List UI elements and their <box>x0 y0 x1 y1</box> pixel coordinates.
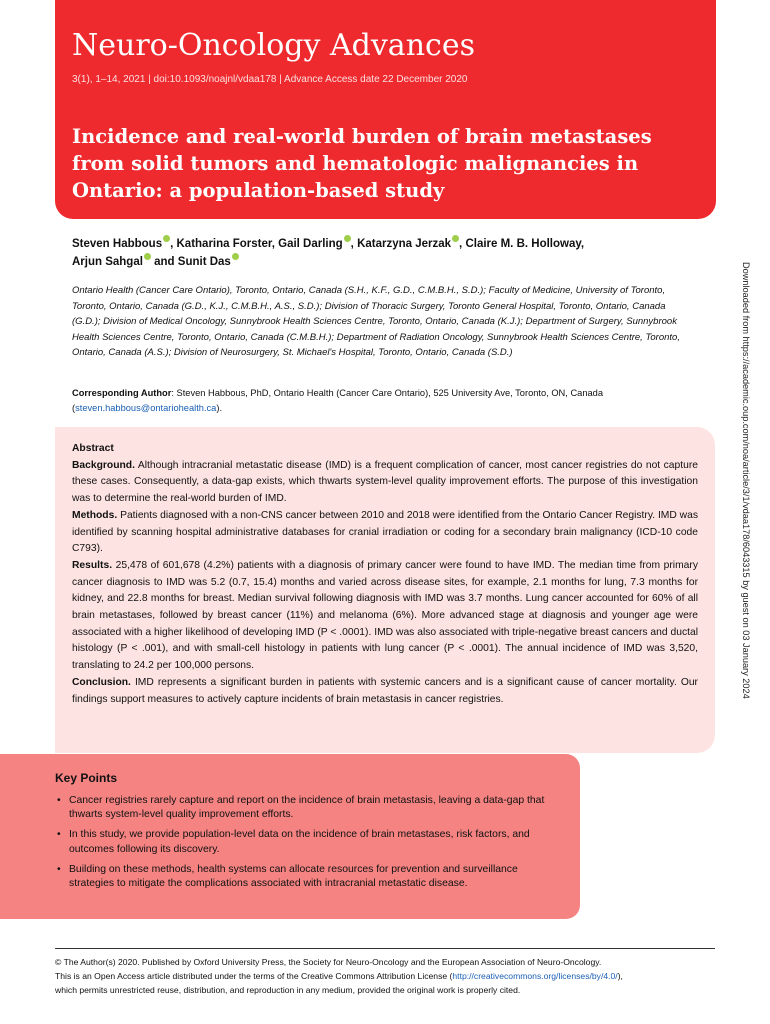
author-name[interactable]: Steven Habbous <box>72 237 163 250</box>
author-name[interactable]: Katharina Forster <box>176 237 272 250</box>
key-points-box <box>0 754 580 919</box>
abstract-box <box>55 427 715 753</box>
abstract-methods: Methods. Patients diagnosed with a non-CNS cancer between 2010 and 2018 were identified from the Ontario Cancer Registry. IMD was identified by scanning hospital administrative databases for cranial irradiation or coding for a secondary brain malignancy (ICD-10 code C793). <box>72 509 698 555</box>
author-name[interactable]: Arjun Sahgal <box>72 255 143 268</box>
orcid-icon[interactable] <box>232 253 239 260</box>
orcid-icon[interactable] <box>344 235 351 242</box>
citation-line: 3(1), 1–14, 2021 | doi:10.1093/noajnl/vdaa178 | Advance Access date 22 December 2020 <box>72 74 468 85</box>
journal-title: Neuro-Oncology Advances <box>72 28 475 63</box>
abstract-heading: Abstract <box>72 443 114 454</box>
abstract-results: Results. 25,478 of 601,678 (4.2%) patients with a diagnosis of primary cancer were found to have IMD. The median time from primary cancer diagnosis to IMD was 5.2 (0.7, 15.4) months and varied across disease sites, for example, 2.1 months for lung, 7.3 months for kidney, and 22.8 months for breast. Median survival following diagnosis with IMD was 3.7 months. Lung cancer accounted for 60% of all brain metastases, followed by breast cancer (11%) and melanoma (6%). More advanced stage at diagnosis and younger age were associated with a higher likelihood of developing IMD (P < .0001). IMD was also associated with triple-negative breast cancers and ductal histology (P < .001), and with small-cell histology in patients with lung cancer (P < .0001). The annual incidence of IMD was 3,520, translating to 24.2 per 100,000 persons. <box>72 559 698 672</box>
license-footer: © The Author(s) 2020. Published by Oxford University Press, the Society for Neuro-Oncology and the European Association of Neuro-Oncology. This is an Open Access article distributed under the terms of the Creative Commons Attribution License (http://creativecommons.org/licenses/by/4.0/), which permits unrestricted reuse, distribution, and reproduction in any medium, provided the original work is properly cited. <box>55 957 623 995</box>
author-list: Steven Habbous , Katharina Forster, Gail Darling , Katarzyna Jerzak , Claire M. B. Holloway, Arjun Sahgal and Sunit Das <box>72 235 672 271</box>
download-note-text: Downloaded from https://academic.oup.com/noa/article/3/1/vdaa178/6043315 by guest on 03 January 2024 <box>741 262 751 699</box>
abstract-background: Background. Although intracranial metastatic disease (IMD) is a frequent complication of cancer, most cancer registries do not capture these cases. Consequently, a data-gap exists, which thwarts system-level quality improvement efforts. The purpose of this investigation was to determine the real-world burden of IMD. <box>72 459 699 505</box>
page-number: 1 <box>728 34 736 49</box>
orcid-icon[interactable] <box>452 235 459 242</box>
author-name[interactable]: Gail Darling <box>278 237 343 250</box>
author-name[interactable]: Katarzyna Jerzak <box>357 237 452 250</box>
corresponding-text: : Steven Habbous, PhD, Ontario Health (Cancer Care Ontario), 525 University Ave, Toronto, ON, Canada <box>171 388 604 398</box>
footer-divider <box>55 948 715 949</box>
orcid-icon[interactable] <box>163 235 170 242</box>
affiliations: Ontario Health (Cancer Care Ontario), Toronto, Ontario, Canada (S.H., K.F., G.D., C.M.B.H., S.D.); Faculty of Medicine, University of Toronto, Toronto, Ontario, Canada (G.D., K.J., C.M.B.H., A.S., S.D.); Division of Thoracic Surgery, Toronto General Hospital, Toronto, Ontario, Canada (G.D.); Division of Medical Oncology, Sunnybrook Health Sciences Centre, Toronto, Ontario, Canada (K.J.); Department of Surgery, Sunnybrook Health Sciences Centre, Toronto, Ontario, Canada (C.M.B.H.); Department of Radiation Oncology, Sunnybrook Health Sciences Centre, Toronto, Ontario, Canada (A.S.); Division of Neurosurgery, St. Michael's Hospital, Toronto, Ontario, Canada (S.D.) <box>72 285 680 359</box>
corresponding-author: Corresponding Author: Steven Habbous, PhD, Ontario Health (Cancer Care Ontario), 525 University Ave, Toronto, ON, Canada (steven.habbous@ontariohealth.ca). <box>72 388 604 413</box>
email-link[interactable]: steven.habbous@ontariohealth.ca <box>75 403 217 413</box>
author-name[interactable]: Claire M. B. Holloway <box>465 237 581 250</box>
list-item: • In this study, we provide population-level data on the incidence of brain metastases, risk factors, and outcomes following its discovery. <box>55 828 565 856</box>
key-points-list <box>55 794 565 897</box>
corresponding-label: Corresponding Author <box>72 388 172 398</box>
author-name[interactable]: Sunit Das <box>177 255 231 268</box>
list-item: • Building on these methods, health systems can allocate resources for prevention and surveillance strategies to mitigate the complications associated with intracranial metastatic disease. <box>55 863 565 891</box>
key-points-heading: Key Points <box>55 771 118 785</box>
article-title: Incidence and real-world burden of brain metastases from solid tumors and hematologic malignancies in Ontario: a population-based study <box>72 125 652 202</box>
download-note <box>739 262 751 760</box>
orcid-icon[interactable] <box>144 253 151 260</box>
license-link[interactable]: http://creativecommons.org/licenses/by/4.0/ <box>452 971 618 981</box>
list-item: • Cancer registries rarely capture and report on the incidence of brain metastasis, leaving a data-gap that thwarts system-level quality improvement efforts. <box>55 794 565 822</box>
abstract-conclusion: Conclusion. IMD represents a significant burden in patients with systemic cancers and is a significant cause of cancer mortality. Our findings support measures to actively capture incidents of brain metastasis in cancer registries. <box>72 676 698 705</box>
